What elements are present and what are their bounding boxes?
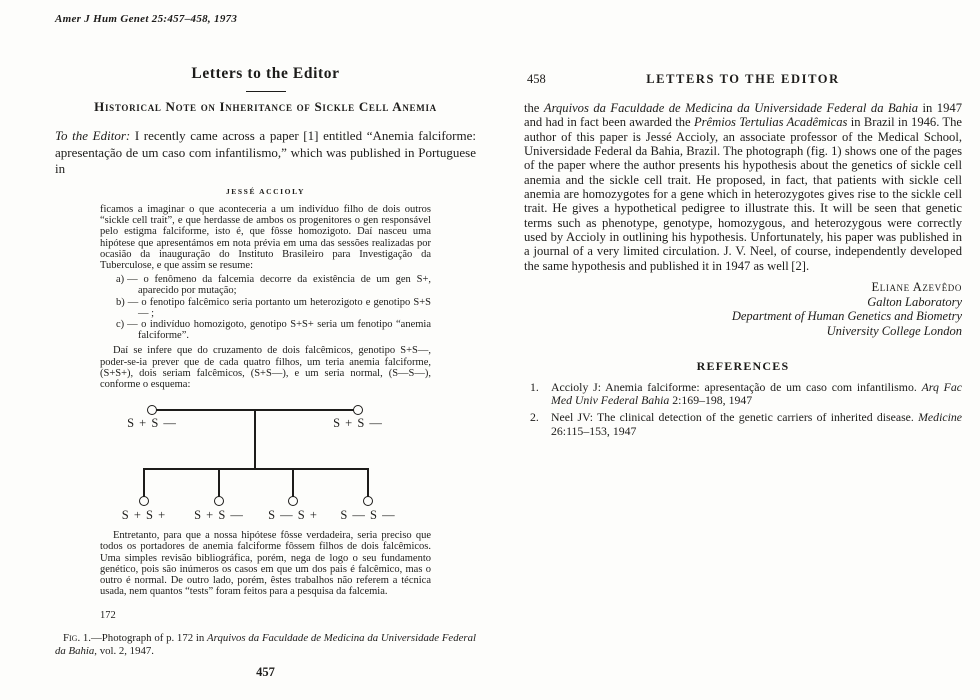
signature-block — [524, 280, 962, 338]
section-title: Letters to the Editor — [191, 65, 340, 82]
pedigree-child-drop-line — [218, 468, 220, 497]
references-heading: REFERENCES — [696, 358, 790, 373]
salutation: To the Editor: — [55, 128, 131, 144]
reference-entry — [524, 381, 962, 408]
figure-author-name: JESSÉ ACCIOLY — [225, 186, 306, 196]
signature-affiliation: Galton Laboratory — [867, 294, 962, 309]
page-number-457: 457 — [256, 665, 275, 680]
child-genotype-label: S + S + — [121, 508, 167, 523]
figure-caption-label: Fig. 1.— — [63, 632, 102, 645]
child-genotype-label: S — S + — [268, 508, 318, 523]
letter-body-paragraph: the Arquivos da Faculdade de Medicina da Universidade Federal da Bahia in 1947 and had in fact been awarded the Prêmios Tertulias Acadêmicas in Brazil in 1946. The author of this paper is Jessé Accioly, an associate professor of the Medical School, Universidade Federal da Bahia, Brazil. The photograph (fig. 1) shows one of the pages of the paper where the author presents his hypothesis about the genetics of sickle cell anemia and the sickle cell trait. He proposed, in fact, that patients with sickle cell anemia are homozygotes for a gene which in heterozygotes gives rise to the sickle cell trait. He gives a hypothetical pedigree to illustrate this. It will be seen that genetic terms such as phenotype, genotype, homozygous, and heterozygous were correctly used by Accioly in outlining his hypothesis. Unfortunately, his paper was published in a journal of a very limited circulation. J. V. Neel, of course, independently developed the same hypothesis and published it in 1947 as well [2]. — [524, 101, 963, 273]
parent-circle-icon — [147, 405, 157, 415]
pedigree-child-drop-line — [367, 468, 369, 497]
child-circle-icon — [363, 496, 373, 506]
figure-1-photograph — [100, 187, 431, 621]
running-head — [524, 72, 962, 89]
parent-genotype-label: S + S — — [127, 416, 177, 431]
article-title: Historical Note on Inheritance of Sickle Cell Anemia — [94, 99, 437, 115]
child-genotype-label: S — S — — [340, 508, 396, 523]
child-circle-icon — [139, 496, 149, 506]
pedigree-diagram — [100, 402, 431, 526]
figure-caption-journal: Arquivos da Faculdade de Medicina da Universidade Federal da Bahia — [55, 632, 476, 658]
reference-number: 1. — [530, 379, 539, 394]
references-list — [524, 381, 962, 439]
hypothesis-list — [100, 274, 431, 341]
child-circle-icon — [288, 496, 298, 506]
list-marker: c) — [116, 318, 125, 330]
list-item-text: — o fenotipo falcêmico seria portanto um heterozigoto e genotipo S+S— ; — [127, 296, 431, 319]
figure-caption-text: Photograph of p. 172 in — [101, 632, 208, 645]
list-item-a — [100, 274, 431, 296]
parent-genotype-label: S + S — — [333, 416, 383, 431]
page-457 — [55, 0, 476, 680]
list-item-text: — o indivíduo homozigoto, genotipo S+S+ seria um fenotipo “anemia falciforme”. — [127, 318, 431, 342]
list-item-text: — o fenômeno da falcemia decorre da existência de um gen S+, aparecido por mutação; — [127, 274, 431, 297]
child-circle-icon — [214, 496, 224, 506]
child-genotype-label: S + S — — [194, 508, 244, 523]
figure-paragraph-1: ficamos a imaginar o que aconteceria a um indivíduo filho de dois outros “sickle cell trait”, e que herdasse de ambos os progenitores o gen responsável pelo estigma falciforme, isto é, que fôsse homozigoto. Daí nasceu uma hipótese que apresentámos em nota prévia em uma das sessões realizadas por ocasião da inauguração do Instituto Brasileiro para Investigação da Tuberculose, e que assim se resume: — [100, 203, 431, 271]
parent-circle-icon — [353, 405, 363, 415]
figure-paragraph-2: Daí se infere que do cruzamento de dois falcêmicos, genotipo S+S—, poder-se-ia prever que de cada quatro filhos, um teria anemia falciforme, (S+S+), dois seriam falcêmicos, (S+S—), e um seria normal, (S—S—), conforme o esquema: — [100, 345, 431, 390]
signature-name: Eliane Azevêdo — [871, 280, 962, 295]
figure-caption-tail: , vol. 2, 1947. — [94, 645, 154, 658]
signature-affiliation: Department of Human Genetics and Biometry — [731, 309, 962, 324]
signature-affiliation: University College London — [826, 323, 962, 338]
list-marker: b) — [116, 296, 125, 308]
page-number-458: 458 — [527, 72, 546, 86]
pedigree-sibling-line — [144, 468, 368, 470]
figure-caption — [55, 632, 476, 658]
pedigree-descent-line — [254, 409, 256, 469]
reference-number: 2. — [530, 409, 539, 424]
reference-text: Neel JV: The clinical detection of the genetic carriers of inherited disease. Medicine 26:115–153, 1947 — [551, 409, 962, 438]
reference-text: Accioly J: Anemia falciforme: apresentação de um caso com infantilismo. Arq Fac Med Univ Federal Bahia 2:169–198, 1947 — [551, 379, 962, 408]
photographed-page-number: 172 — [100, 610, 116, 622]
list-item-c — [100, 319, 431, 341]
pedigree-child-drop-line — [143, 468, 145, 497]
page-458 — [524, 0, 962, 438]
running-head-title: LETTERS TO THE EDITOR — [646, 72, 840, 86]
intro-text: I recently came across a paper [1] entitled “Anemia falciforme: apresentação de um caso com infantilismo,” which was published in Portuguese in — [55, 128, 476, 177]
pedigree-child-drop-line — [292, 468, 294, 497]
figure-paragraph-3: Entretanto, para que a nossa hipótese fôsse verdadeira, seria preciso que todos os portadores de anemia falciforme fôssem filhos de dois falcêmicos. Uma simples revisão bibliográfica, porém, nega de logo o seu fundamento genético, pois são inúmeros os casos em que um dos pais é falcêmico, mas o outro é normal. De outro lado, porém, êstes trabalhos não referem a técnica usada, nem quantos “tests” foram feitos para a pesquisa da falcemia. — [100, 530, 431, 598]
list-item-b — [100, 297, 431, 319]
title-rule-divider — [246, 91, 286, 92]
reference-entry — [524, 411, 962, 438]
list-marker: a) — [116, 274, 125, 286]
journal-citation: Amer J Hum Genet 25:457–458, 1973 — [55, 13, 238, 25]
intro-paragraph — [55, 128, 476, 178]
